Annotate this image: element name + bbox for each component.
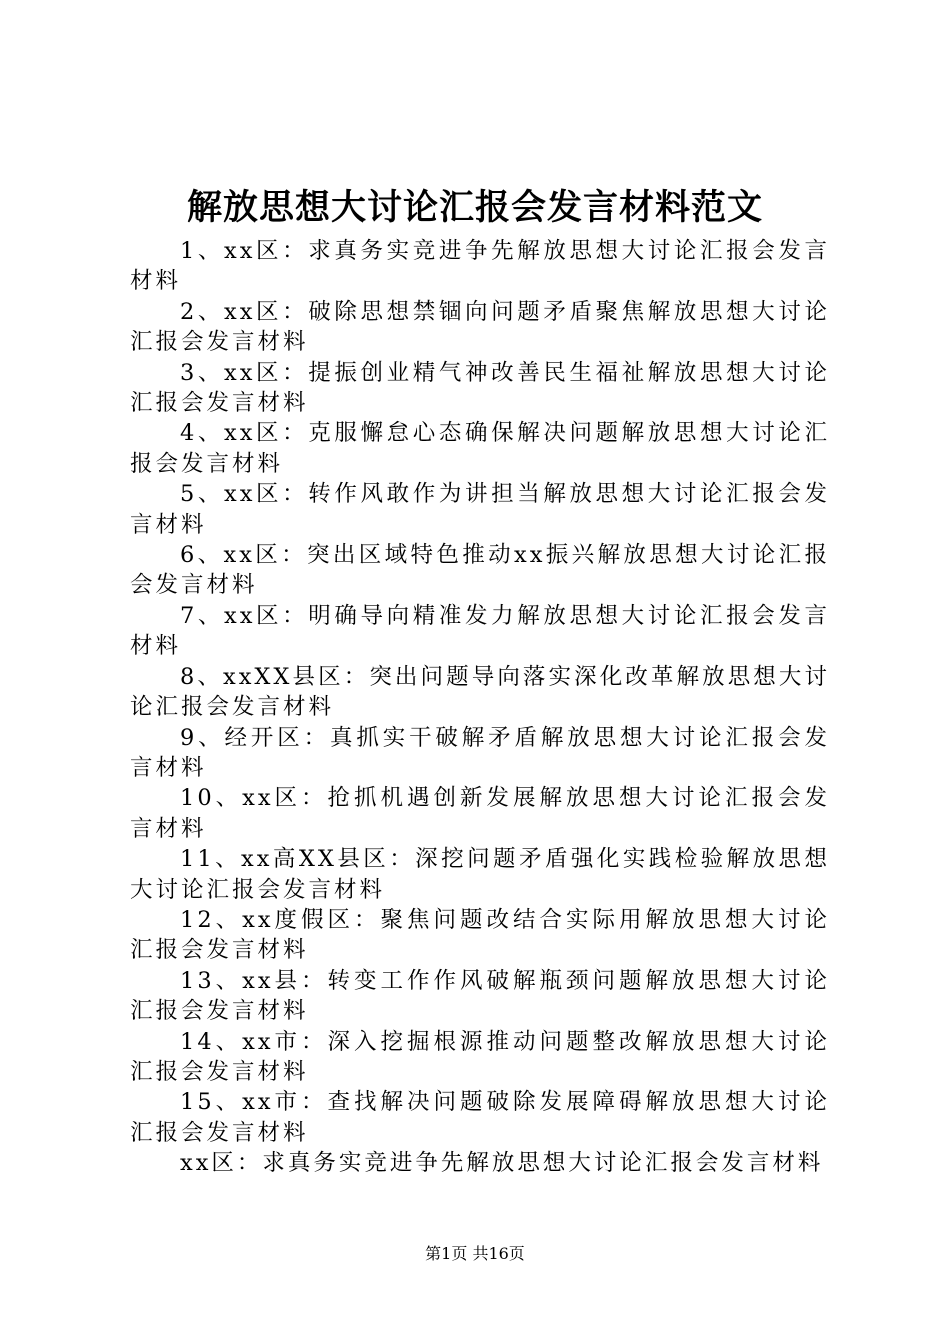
page-footer: 第1页 共16页	[425, 1244, 525, 1263]
paragraph-11: 11、xx高XX县区：深挖问题矛盾强化实践检验解放思想大讨论汇报会发言材料	[130, 846, 830, 903]
paragraph-2: 2、xx区：破除思想禁锢向问题矛盾聚焦解放思想大讨论汇报会发言材料	[130, 298, 830, 356]
paragraph-7: 7、xx区：明确导向精准发力解放思想大讨论汇报会发言材料	[130, 602, 830, 660]
paragraph-6: 6、xx区：突出区域特色推动xx振兴解放思想大讨论汇报会发言材料	[130, 542, 830, 599]
paragraph-12: 12、xx度假区：聚焦问题改结合实际用解放思想大讨论汇报会发言材料	[130, 906, 830, 964]
paragraph-1: 1、xx区：求真务实竞进争先解放思想大讨论汇报会发言材料	[130, 238, 830, 295]
document-title: 解放思想大讨论汇报会发言材料范文	[186, 187, 763, 228]
paragraph-13: 13、xx县：转变工作作风破解瓶颈问题解放思想大讨论汇报会发言材料	[130, 967, 830, 1025]
paragraph-10: 10、xx区：抢抓机遇创新发展解放思想大讨论汇报会发言材料	[130, 785, 830, 842]
paragraph-9: 9、经开区：真抓实干破解矛盾解放思想大讨论汇报会发言材料	[130, 724, 830, 781]
paragraph-14: 14、xx市：深入挖掘根源推动问题整改解放思想大讨论汇报会发言材料	[130, 1028, 830, 1085]
paragraph-5: 5、xx区：转作风敢作为讲担当解放思想大讨论汇报会发言材料	[130, 481, 830, 538]
paragraph-15: 15、xx市：查找解决问题破除发展障碍解放思想大讨论汇报会发言材料	[130, 1089, 830, 1146]
paragraph-3: 3、xx区：提振创业精气神改善民生福祉解放思想大讨论汇报会发言材料	[130, 359, 830, 417]
document-body	[130, 236, 830, 1179]
paragraph-4: 4、xx区：克服懈怠心态确保解决问题解放思想大讨论汇报会发言材料	[130, 420, 830, 477]
paragraph-8: 8、xxXX县区：突出问题导向落实深化改革解放思想大讨论汇报会发言材料	[130, 663, 830, 721]
paragraph-16: xx区：求真务实竞进争先解放思想大讨论汇报会发言材料	[180, 1150, 824, 1177]
